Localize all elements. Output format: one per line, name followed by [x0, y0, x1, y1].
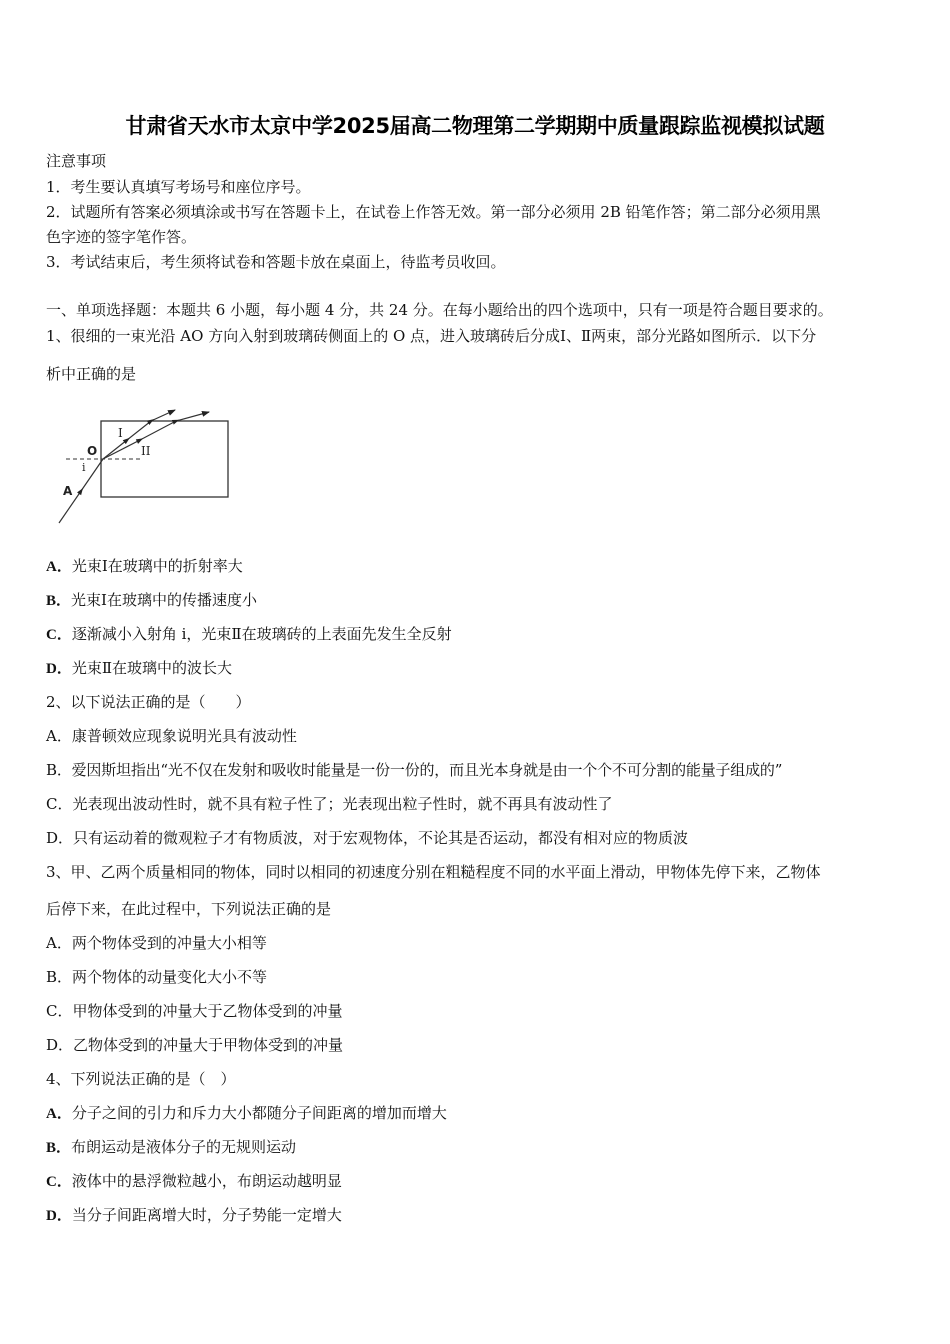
question-2-option-a[interactable]: [46, 726, 297, 746]
label-i: i: [82, 461, 86, 474]
question-3-stem: 3、甲、乙两个质量相同的物体，同时以相同的初速度分别在粗糙程度不同的水平面上滑动，甲物体先停下来，乙物体: [46, 863, 821, 881]
notice-item: 色字迹的签字笔作答。: [46, 228, 197, 246]
question-4-option-b[interactable]: [46, 1137, 296, 1158]
question-2-option-c[interactable]: [46, 794, 613, 814]
option-text: 乙物体受到的冲量大于甲物体受到的冲量: [73, 1036, 344, 1054]
label-beam-2: II: [141, 444, 151, 458]
option-label: A．: [46, 727, 72, 745]
question-2-option-b[interactable]: [46, 760, 782, 780]
notice-item: 3．考试结束后，考生须将试卷和答题卡放在桌面上，待监考员收回。: [46, 253, 506, 271]
question-3-option-d[interactable]: [46, 1035, 343, 1055]
option-label: C．: [46, 1174, 72, 1190]
refraction-diagram: [50, 400, 240, 530]
option-text: 爱因斯坦指出“光不仅在发射和吸收时能量是一份一份的，而且光本身就是由一个个不可分割的能量子组成的”: [71, 761, 783, 779]
option-label: D．: [46, 661, 72, 677]
label-a: A: [63, 484, 73, 498]
option-text: 光束Ⅰ在玻璃中的传播速度小: [71, 591, 257, 609]
option-text: 两个物体的动量变化大小不等: [72, 968, 268, 986]
option-text: 只有运动着的微观粒子才有物质波，对于宏观物体，不论其是否运动，都没有相对应的物质波: [73, 829, 689, 847]
option-label: C．: [46, 795, 73, 813]
option-label: A．: [46, 934, 72, 952]
option-text: 甲物体受到的冲量大于乙物体受到的冲量: [72, 1002, 343, 1020]
question-3-option-b[interactable]: [46, 967, 267, 987]
question-1-option-d[interactable]: [46, 658, 232, 679]
question-2-option-d[interactable]: [46, 828, 688, 848]
question-3-stem: 后停下来，在此过程中，下列说法正确的是: [46, 900, 332, 918]
notice-item: 2．试题所有答案必须填涂或书写在答题卡上，在试卷上作答无效。第一部分必须用 2B 铅笔作答；第二部分必须用黑: [46, 203, 821, 221]
question-1-option-b[interactable]: [46, 590, 257, 611]
notice-heading: 注意事项: [46, 152, 107, 170]
option-text: 光束Ⅱ在玻璃中的波长大: [71, 659, 233, 677]
page-title: 甘肃省天水市太京中学2025届高二物理第二学期期中质量跟踪监视模拟试题: [125, 114, 825, 138]
notice-item: 1．考生要认真填写考场号和座位序号。: [46, 178, 311, 196]
label-beam-1: I: [118, 426, 123, 440]
question-1-option-a[interactable]: [46, 556, 243, 577]
option-text: 光表现出波动性时，就不具有粒子性了；光表现出粒子性时，就不再具有波动性了: [72, 795, 613, 813]
question-4-stem: 4、下列说法正确的是（ ）: [46, 1070, 236, 1088]
option-label: D．: [46, 829, 74, 847]
option-text: 光束Ⅰ在玻璃中的折射率大: [71, 557, 243, 575]
question-3-option-a[interactable]: [46, 933, 267, 953]
option-text: 当分子间距离增大时，分子势能一定增大: [71, 1206, 342, 1224]
option-text: 布朗运动是液体分子的无规则运动: [71, 1138, 297, 1156]
question-4-option-a[interactable]: [46, 1103, 447, 1124]
option-label: D．: [46, 1208, 72, 1224]
option-label: B．: [46, 968, 73, 986]
label-o: O: [87, 444, 98, 458]
question-1-option-c[interactable]: [46, 624, 452, 645]
question-3-option-c[interactable]: [46, 1001, 343, 1021]
option-label: B．: [46, 1140, 72, 1156]
beam-1-ray: [103, 410, 175, 459]
question-2-stem: 2、以下说法正确的是（ ）: [46, 693, 251, 711]
option-label: C．: [46, 627, 72, 643]
option-label: D．: [46, 1036, 74, 1054]
option-text: 两个物体受到的冲量大小相等: [71, 934, 267, 952]
question-1-stem: 1、很细的一束光沿 AO 方向入射到玻璃砖侧面上的 O 点，进入玻璃砖后分成Ⅰ、Ⅱ两束，部分光路如图所示．以下分: [46, 327, 817, 345]
option-label: A．: [46, 559, 72, 575]
option-label: C．: [46, 1002, 73, 1020]
question-4-option-d[interactable]: [46, 1205, 342, 1226]
question-4-option-c[interactable]: [46, 1171, 342, 1192]
option-text: 逐渐减小入射角 i，光束Ⅱ在玻璃砖的上表面先发生全反射: [71, 625, 452, 643]
option-text: 康普顿效应现象说明光具有波动性: [71, 727, 297, 745]
question-1-stem: 析中正确的是: [46, 365, 137, 383]
option-label: B．: [46, 593, 72, 609]
option-label: A．: [46, 1106, 72, 1122]
option-text: 分子之间的引力和斥力大小都随分子间距离的增加而增大: [71, 1104, 447, 1122]
option-label: B．: [46, 761, 72, 779]
section-heading: 一、单项选择题：本题共 6 小题，每小题 4 分，共 24 分。在每小题给出的四个选项中，只有一项是符合题目要求的。: [46, 301, 833, 319]
option-text: 液体中的悬浮微粒越小，布朗运动越明显: [71, 1172, 342, 1190]
